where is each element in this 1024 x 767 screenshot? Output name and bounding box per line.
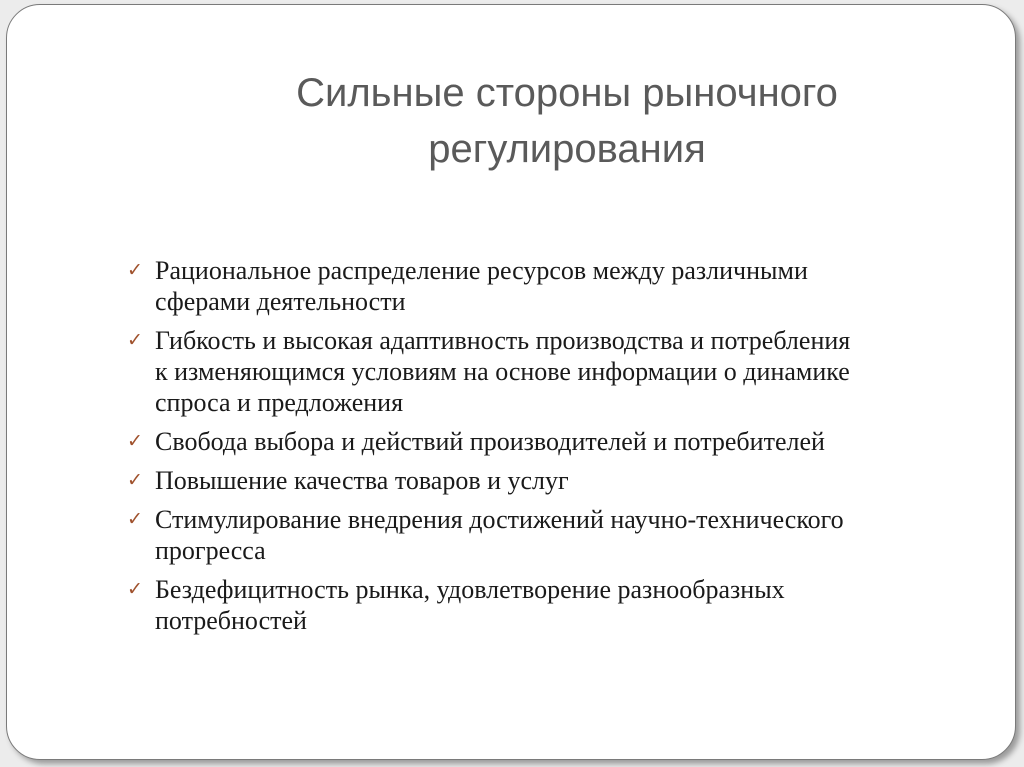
bullet-item-tech-progress [125,504,985,566]
slide-title [7,65,1007,177]
bullet-text-line: потребностей [155,606,307,635]
bullet-item-freedom-of-choice [125,426,985,457]
bullet-text-line: к изменяющимся условиям на основе информации о динамике [155,357,850,386]
slide [6,4,1016,760]
bullet-text-line: Бездефицитность рынка, удовлетворение разнообразных [155,575,785,604]
bullet-text-line: Стимулирование внедрения достижений научно-технического [155,505,844,534]
bullet-text-line: Гибкость и высокая адаптивность производства и потребления [155,326,851,355]
checkmark-icon: ✓ [127,579,143,600]
bullet-item-quality [125,465,985,496]
bullet-text-line: сферами деятельности [155,287,406,316]
checkmark-icon: ✓ [127,470,143,491]
checkmark-icon: ✓ [127,509,143,530]
checkmark-icon: ✓ [127,431,143,452]
bullet-text-line: Рациональное распределение ресурсов между различными [155,256,808,285]
slide-title-line-2: регулирования [428,127,706,171]
bullet-text-line: спроса и предложения [155,388,404,417]
bullet-text-line: Свобода выбора и действий производителей и потребителей [155,427,825,456]
bullet-item-flexibility [125,325,985,418]
bullet-item-resource-allocation [125,255,985,317]
bullet-list [125,255,985,644]
slide-title-line-1: Сильные стороны рыночного [296,71,838,115]
bullet-text-line: Повышение качества товаров и услуг [155,466,569,495]
bullet-item-no-deficit [125,574,985,636]
checkmark-icon: ✓ [127,330,143,351]
checkmark-icon: ✓ [127,260,143,281]
bullet-text-line: прогресса [155,536,266,565]
